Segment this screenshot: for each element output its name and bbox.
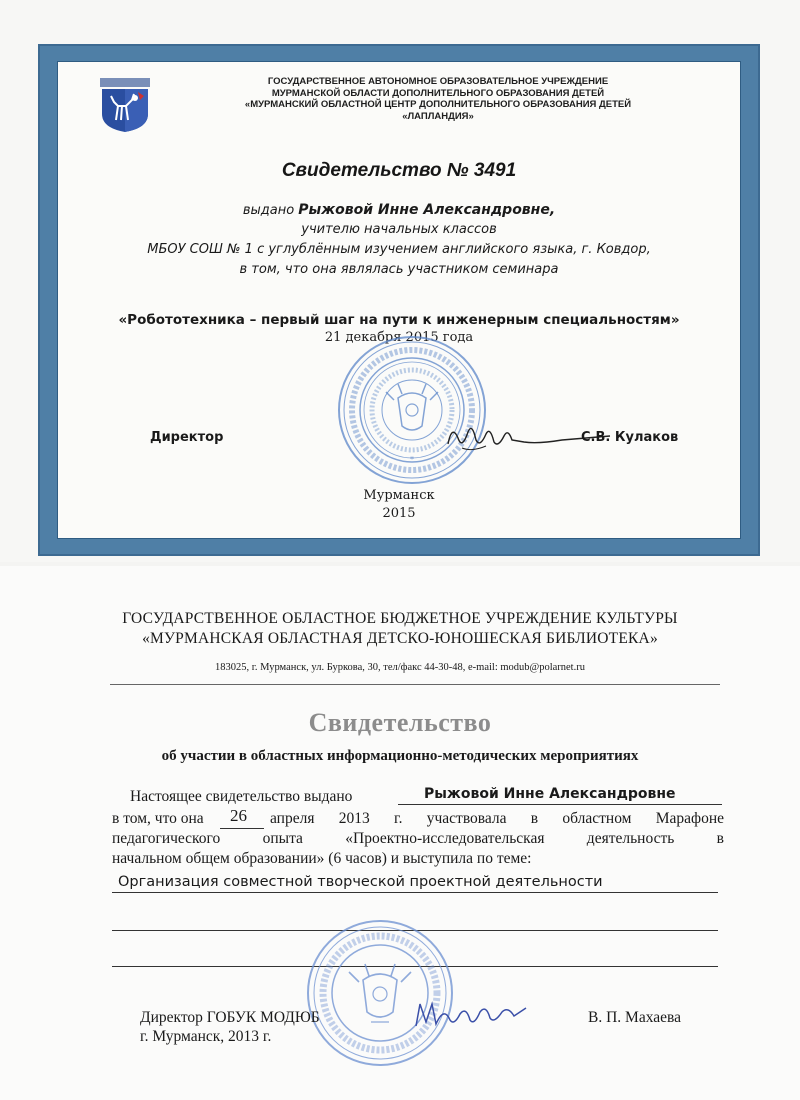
participation-line3-text: педагогического опыта «Проектно-исследовательская деятельность в — [112, 830, 724, 847]
recipient-name: Рыжовой Инне Александровне — [424, 786, 676, 802]
recipient-name: Рыжовой Инне Александровне, — [298, 202, 556, 218]
certificate-title: Свидетельство — [308, 708, 492, 737]
header-line: «МУРМАНСКИЙ ОБЛАСТНОЙ ЦЕНТР ДОПОЛНИТЕЛЬНОГО ОБРАЗОВАНИЯ ДЕТЕЙ — [244, 99, 632, 110]
director-signature-icon — [410, 994, 530, 1034]
header-line: ГОСУДАРСТВЕННОЕ АВТОНОМНОЕ ОБРАЗОВАТЕЛЬНОЕ УЧРЕЖДЕНИЕ — [267, 76, 609, 87]
recipient-fill-line — [398, 804, 722, 805]
director-label: Директор ГОБУК МОДЮБ — [140, 1009, 320, 1026]
day-fill-line — [220, 828, 264, 829]
region-coat-of-arms-icon — [98, 76, 152, 134]
participation-prefix: в том, что она — [112, 810, 204, 827]
official-seal-icon — [336, 334, 488, 486]
certificate-body — [58, 62, 740, 538]
certificate-title: Свидетельство № 3491 — [281, 160, 517, 181]
recipient-school: МБОУ СОШ № 1 с углублённым изучением английского языка, г. Ковдор, — [147, 242, 651, 257]
participation-line4: начальном общем образовании» (6 часов) и выступила по теме: — [112, 850, 532, 867]
issued-text: Настоящее свидетельство выдано — [130, 788, 353, 805]
seminar-date: 21 декабря 2015 года — [324, 330, 474, 345]
participation-line3 — [112, 830, 724, 848]
presentation-topic: Организация совместной творческой проектной деятельности — [118, 874, 603, 890]
certificate-marathon — [0, 566, 800, 1100]
seminar-title: «Робототехника – первый шаг на пути к инженерным специальностям» — [118, 312, 680, 328]
signer-name: В. П. Махаева — [588, 1009, 681, 1026]
organization-header — [178, 76, 698, 122]
organization-header-line1: ГОСУДАРСТВЕННОЕ ОБЛАСТНОЕ БЮДЖЕТНОЕ УЧРЕЖДЕНИЕ КУЛЬТУРЫ — [122, 610, 678, 627]
signer-name: С.В. Кулаков — [581, 430, 679, 445]
director-label: Директор — [150, 430, 224, 445]
official-seal-icon — [305, 918, 455, 1068]
recipient-position: учителю начальных классов — [301, 222, 497, 237]
issued-line — [58, 202, 740, 218]
participation-suffix-text: апреля 2013 г. участвовала в областном Марафоне — [270, 810, 724, 827]
issue-city-year: г. Мурманск, 2013 г. — [140, 1028, 272, 1045]
event-day: 26 — [230, 806, 247, 825]
header-divider — [110, 684, 720, 685]
issue-year: 2015 — [382, 506, 416, 521]
header-line: «ЛАПЛАНДИЯ» — [402, 110, 474, 122]
participation-statement: в том, что она являлась участником семинара — [239, 262, 559, 277]
topic-fill-line — [112, 892, 718, 893]
organization-header-line2: «МУРМАНСКАЯ ОБЛАСТНАЯ ДЕТСКО-ЮНОШЕСКАЯ БИБЛИОТЕКА» — [142, 630, 658, 647]
header-line: МУРМАНСКОЙ ОБЛАСТИ ДОПОЛНИТЕЛЬНОГО ОБРАЗОВАНИЯ ДЕТЕЙ — [271, 87, 605, 99]
participation-suffix — [270, 810, 724, 828]
certificate-subtitle: об участии в областных информационно-методических мероприятиях — [161, 748, 639, 764]
certificate-frame — [38, 44, 760, 556]
issue-city: Мурманск — [363, 488, 435, 503]
issued-prefix: выдано — [242, 203, 295, 218]
svg-text:*: * — [410, 455, 414, 464]
organization-address: 183025, г. Мурманск, ул. Буркова, 30, тел/факс 44-30-48, e-mail: modub@polarnet.ru — [215, 662, 585, 673]
